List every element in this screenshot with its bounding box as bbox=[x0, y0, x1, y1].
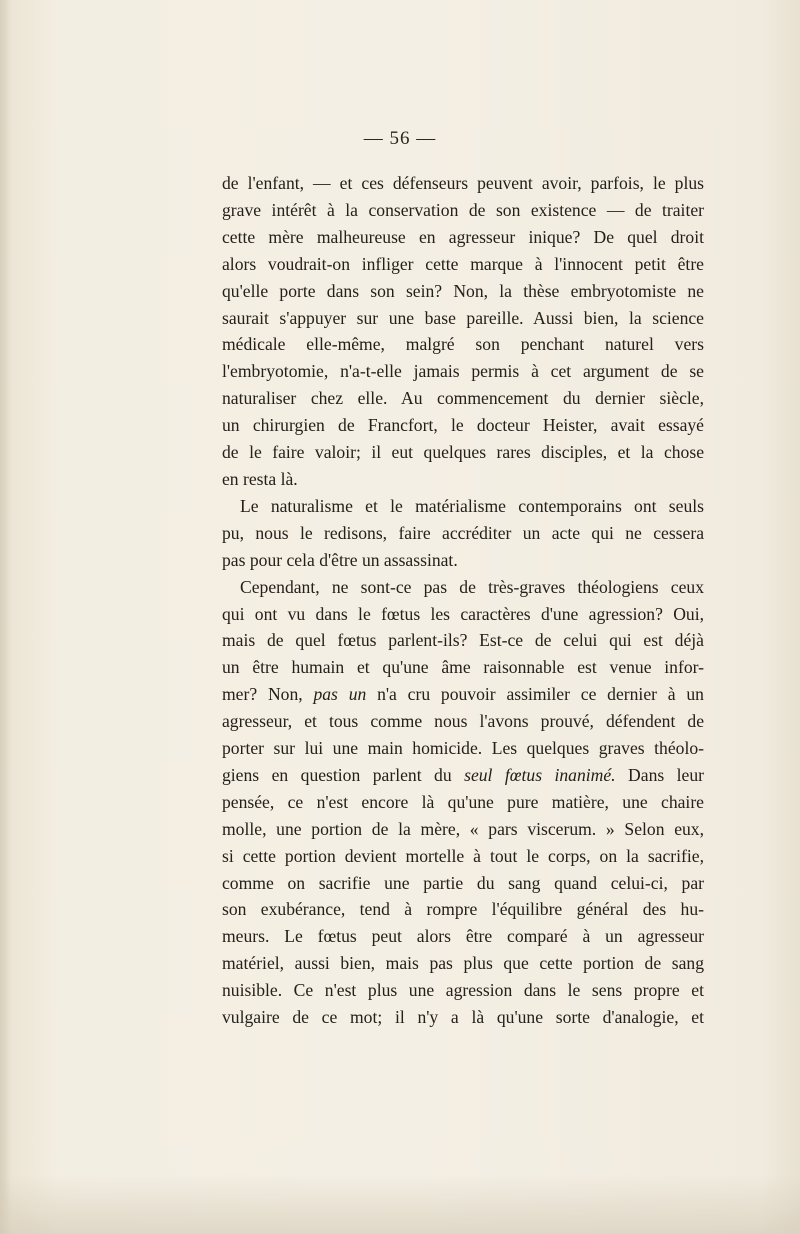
text-line: naturaliser chez elle. Au commencement du dernier siècle, bbox=[222, 388, 704, 409]
text-line: l'embryotomie, n'a-t-elle jamais permis à cet argument de se bbox=[222, 361, 704, 382]
text-line: molle, une portion de la mère, « pars viscerum. » Selon eux, bbox=[222, 818, 704, 839]
text-line: médicale elle-même, malgré son penchant naturel vers bbox=[222, 334, 704, 355]
text-line: Le naturalisme et le matérialisme contemporains ont seuls bbox=[240, 495, 704, 516]
italic-phrase: seul fœtus inanimé. bbox=[464, 764, 616, 785]
text-line: alors voudrait-on infliger cette marque à l'innocent petit être bbox=[222, 253, 704, 274]
italic-phrase: pas un bbox=[313, 684, 367, 705]
text-line: grave intérêt à la conservation de son existence — de traiter bbox=[222, 199, 704, 220]
body-text bbox=[222, 170, 704, 1031]
text-line: meurs. Le fœtus peut alors être comparé à un agresseur bbox=[222, 926, 704, 947]
text-line: saurait s'appuyer sur une base pareille. Aussi bien, la science bbox=[222, 307, 704, 328]
text-line: de le faire valoir; il eut quelques rares disciples, et la chose bbox=[222, 442, 704, 463]
text-line bbox=[222, 762, 704, 789]
text-line: un être humain et qu'une âme raisonnable est venue infor- bbox=[222, 657, 704, 678]
text-line: porter sur lui une main homicide. Les quelques graves théolo- bbox=[222, 738, 704, 759]
page-edge-shadow bbox=[0, 0, 10, 1234]
text-segment: giens en question parlent du bbox=[222, 764, 465, 785]
text-line: son exubérance, tend à rompre l'équilibre général des hu- bbox=[222, 899, 704, 920]
text-line: agresseur, et tous comme nous l'avons prouvé, défendent de bbox=[222, 711, 704, 732]
text-line: matériel, aussi bien, mais pas plus que cette portion de sang bbox=[222, 953, 704, 974]
text-line: cette mère malheureuse en agresseur inique? De quel droit bbox=[222, 226, 704, 247]
text-line: si cette portion devient mortelle à tout le corps, on la sacrifie, bbox=[222, 845, 704, 866]
text-line: mais de quel fœtus parlent-ils? Est-ce de celui qui est déjà bbox=[222, 630, 704, 651]
text-segment: n'a cru pouvoir assimiler ce dernier à un bbox=[366, 684, 704, 705]
text-line: Cependant, ne sont-ce pas de très-graves théologiens ceux bbox=[240, 576, 704, 597]
text-line: comme on sacrifie une partie du sang quand celui-ci, par bbox=[222, 872, 704, 893]
text-line: un chirurgien de Francfort, le docteur Heister, avait essayé bbox=[222, 415, 704, 436]
text-line: vulgaire de ce mot; il n'y a là qu'une sorte d'analogie, et bbox=[222, 1007, 704, 1028]
page-number: — 56 — bbox=[363, 128, 437, 149]
text-line: pu, nous le redisons, faire accréditer un acte qui ne cessera bbox=[222, 522, 704, 543]
text-line: pas pour cela d'être un assassinat. bbox=[222, 549, 458, 570]
text-line: de l'enfant, — et ces défenseurs peuvent avoir, parfois, le plus bbox=[222, 173, 704, 193]
text-line bbox=[222, 681, 704, 708]
text-line: qui ont vu dans le fœtus les caractères d'une agression? Oui, bbox=[222, 603, 704, 624]
text-line: nuisible. Ce n'est plus une agression dans le sens propre et bbox=[222, 980, 704, 1001]
text-segment: mer? Non, bbox=[222, 684, 314, 705]
text-line: en resta là. bbox=[222, 468, 298, 489]
page-bottom-shadow bbox=[0, 1174, 800, 1234]
text-line: pensée, ce n'est encore là qu'une pure matière, une chaire bbox=[222, 791, 704, 812]
text-line: qu'elle porte dans son sein? Non, la thèse embryotomiste ne bbox=[222, 280, 704, 301]
text-segment: Dans leur bbox=[615, 764, 705, 785]
